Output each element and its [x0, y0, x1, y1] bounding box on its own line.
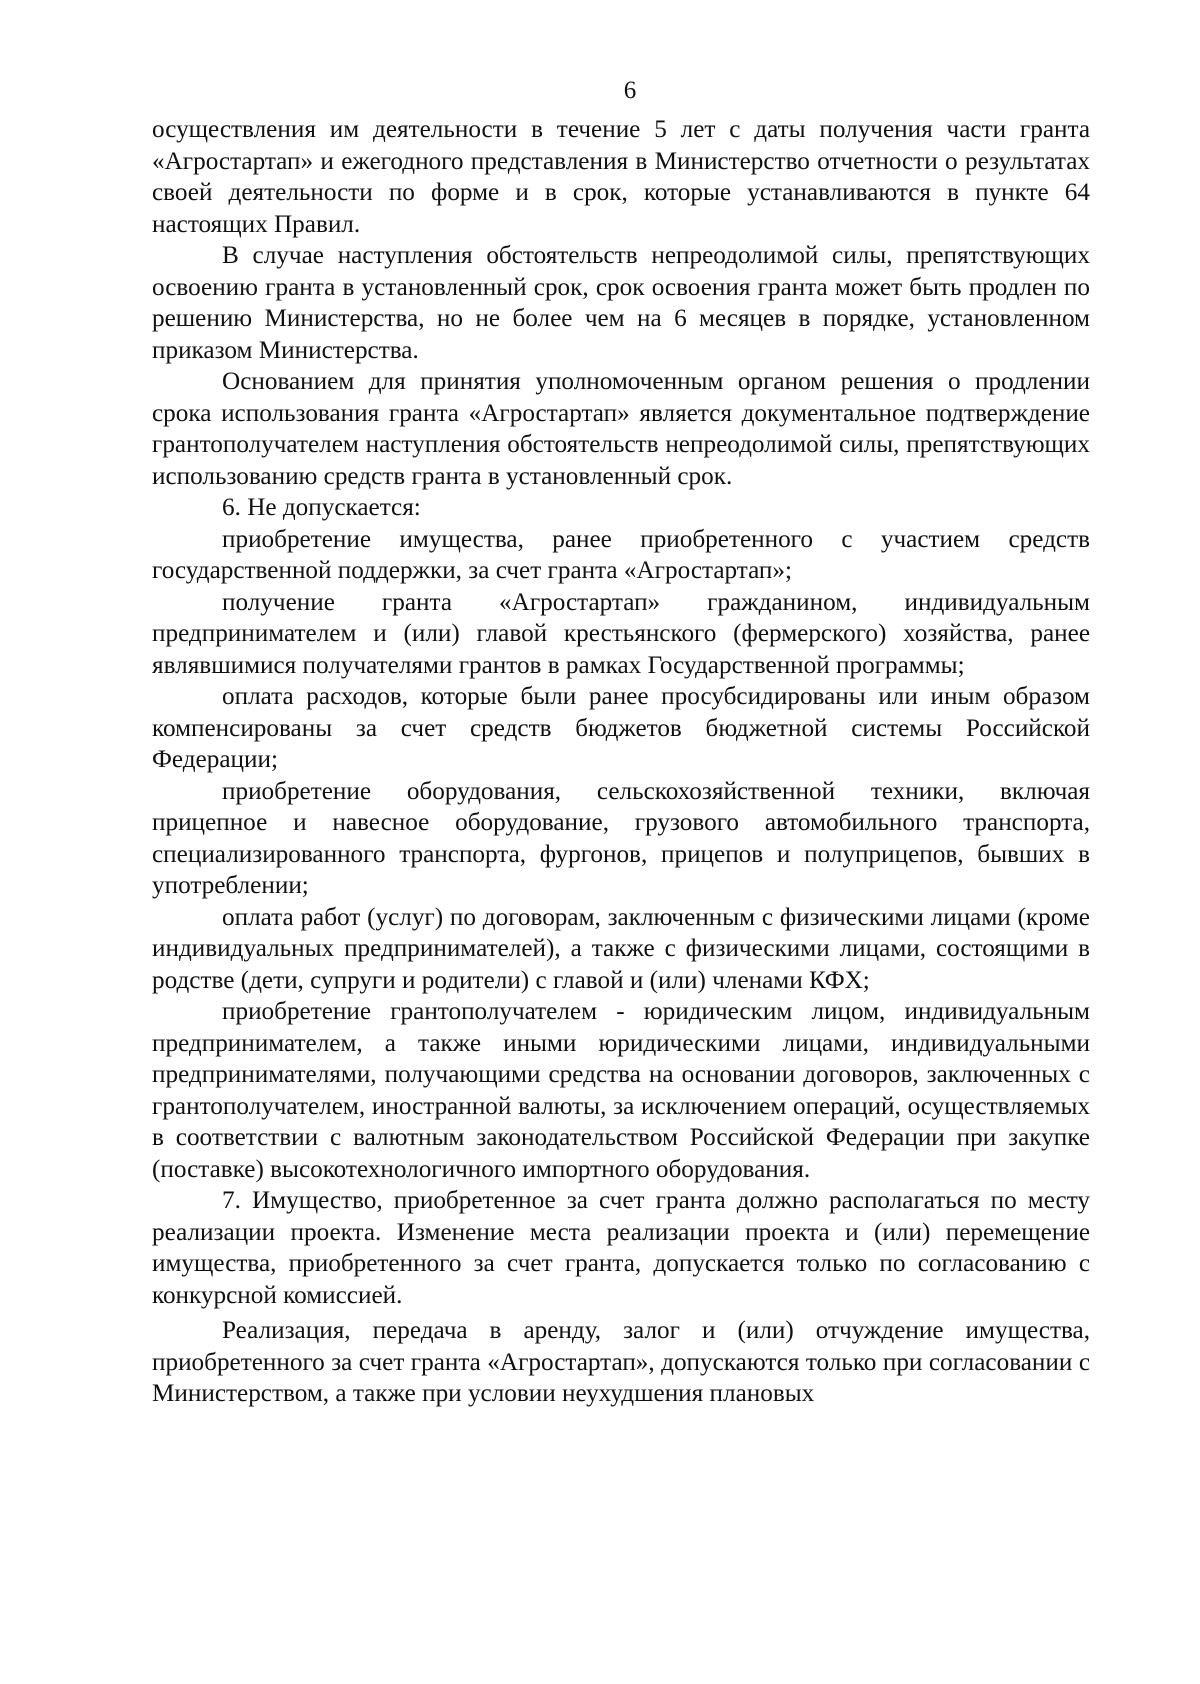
paragraph: приобретение оборудования, сельскохозяйственной техники, включая прицепное и навесное оборудование, грузового автомобильного транспорта, специализированного транспорта, фургонов, прицепов и полуприцепов, бывших в употреблении; [152, 777, 1090, 899]
paragraph: 7. Имущество, приобретенное за счет гранта должно располагаться по месту реализации проекта. Изменение места реализации проекта и (или) перемещение имущества, приобретенного за счет гранта, допускается только по согласованию с конкурсной комиссией. [152, 1187, 1090, 1309]
paragraph: приобретение грантополучателем - юридическим лицом, индивидуальным предпринимателем, а также иными юридическими лицами, индивидуальными предпринимателями, получающими средства на основании договоров, заключенных с грантополучателем, иностранной валюты, за исключением операций, осуществляемых в соответствии с валютным законодательством Российской Федерации при закупке (поставке) высокотехнологичного импортного оборудования. [152, 998, 1090, 1183]
page-number: 6 [623, 77, 637, 104]
paragraph: оплата расходов, которые были ранее просубсидированы или иным образом компенсированы за счет средств бюджетов бюджетной системы Российской Федерации; [152, 683, 1090, 773]
paragraph: получение гранта «Агростартап» гражданином, индивидуальным предпринимателем и (или) главой крестьянского (фермерского) хозяйства, ранее являвшимися получателями грантов в рамках Государственной программы; [152, 588, 1090, 679]
document-body [152, 114, 1090, 1410]
paragraph: Основанием для принятия уполномоченным органом решения о продлении срока использования гранта «Агростартап» является документальное подтверждение грантополучателем наступления обстоятельств непреодолимой силы, препятствующих использованию средств гранта в установленный срок. [152, 368, 1090, 490]
paragraph: оплата работ (услуг) по договорам, заключенным с физическими лицами (кроме индивидуальных предпринимателей), а также с физическими лицами, состоящими в родстве (дети, супруги и родители) с главой и (или) членами КФХ; [152, 903, 1090, 994]
paragraph: В случае наступления обстоятельств непреодолимой силы, препятствующих освоению гранта в установленный срок, срок освоения гранта может быть продлен по решению Министерства, но не более чем на 6 месяцев в порядке, установленном приказом Министерства. [152, 242, 1090, 364]
paragraph: приобретение имущества, ранее приобретенного с участием средств государственной поддержки, за счет гранта «Агростартап»; [152, 525, 1090, 584]
paragraph: 6. Не допускается: [222, 494, 421, 521]
paragraph: осуществления им деятельности в течение 5 лет с даты получения части гранта «Агростартап» и ежегодного представления в Министерство отчетности о результатах своей деятельности по форме и в срок, которые устанавливаются в пункте 64 настоящих Правил. [152, 116, 1090, 238]
paragraph: Реализация, передача в аренду, залог и (или) отчуждение имущества, приобретенного за счет гранта «Агростартап», допускаются только при согласовании с Министерством, а также при условии неухудшения плановых [152, 1317, 1090, 1407]
